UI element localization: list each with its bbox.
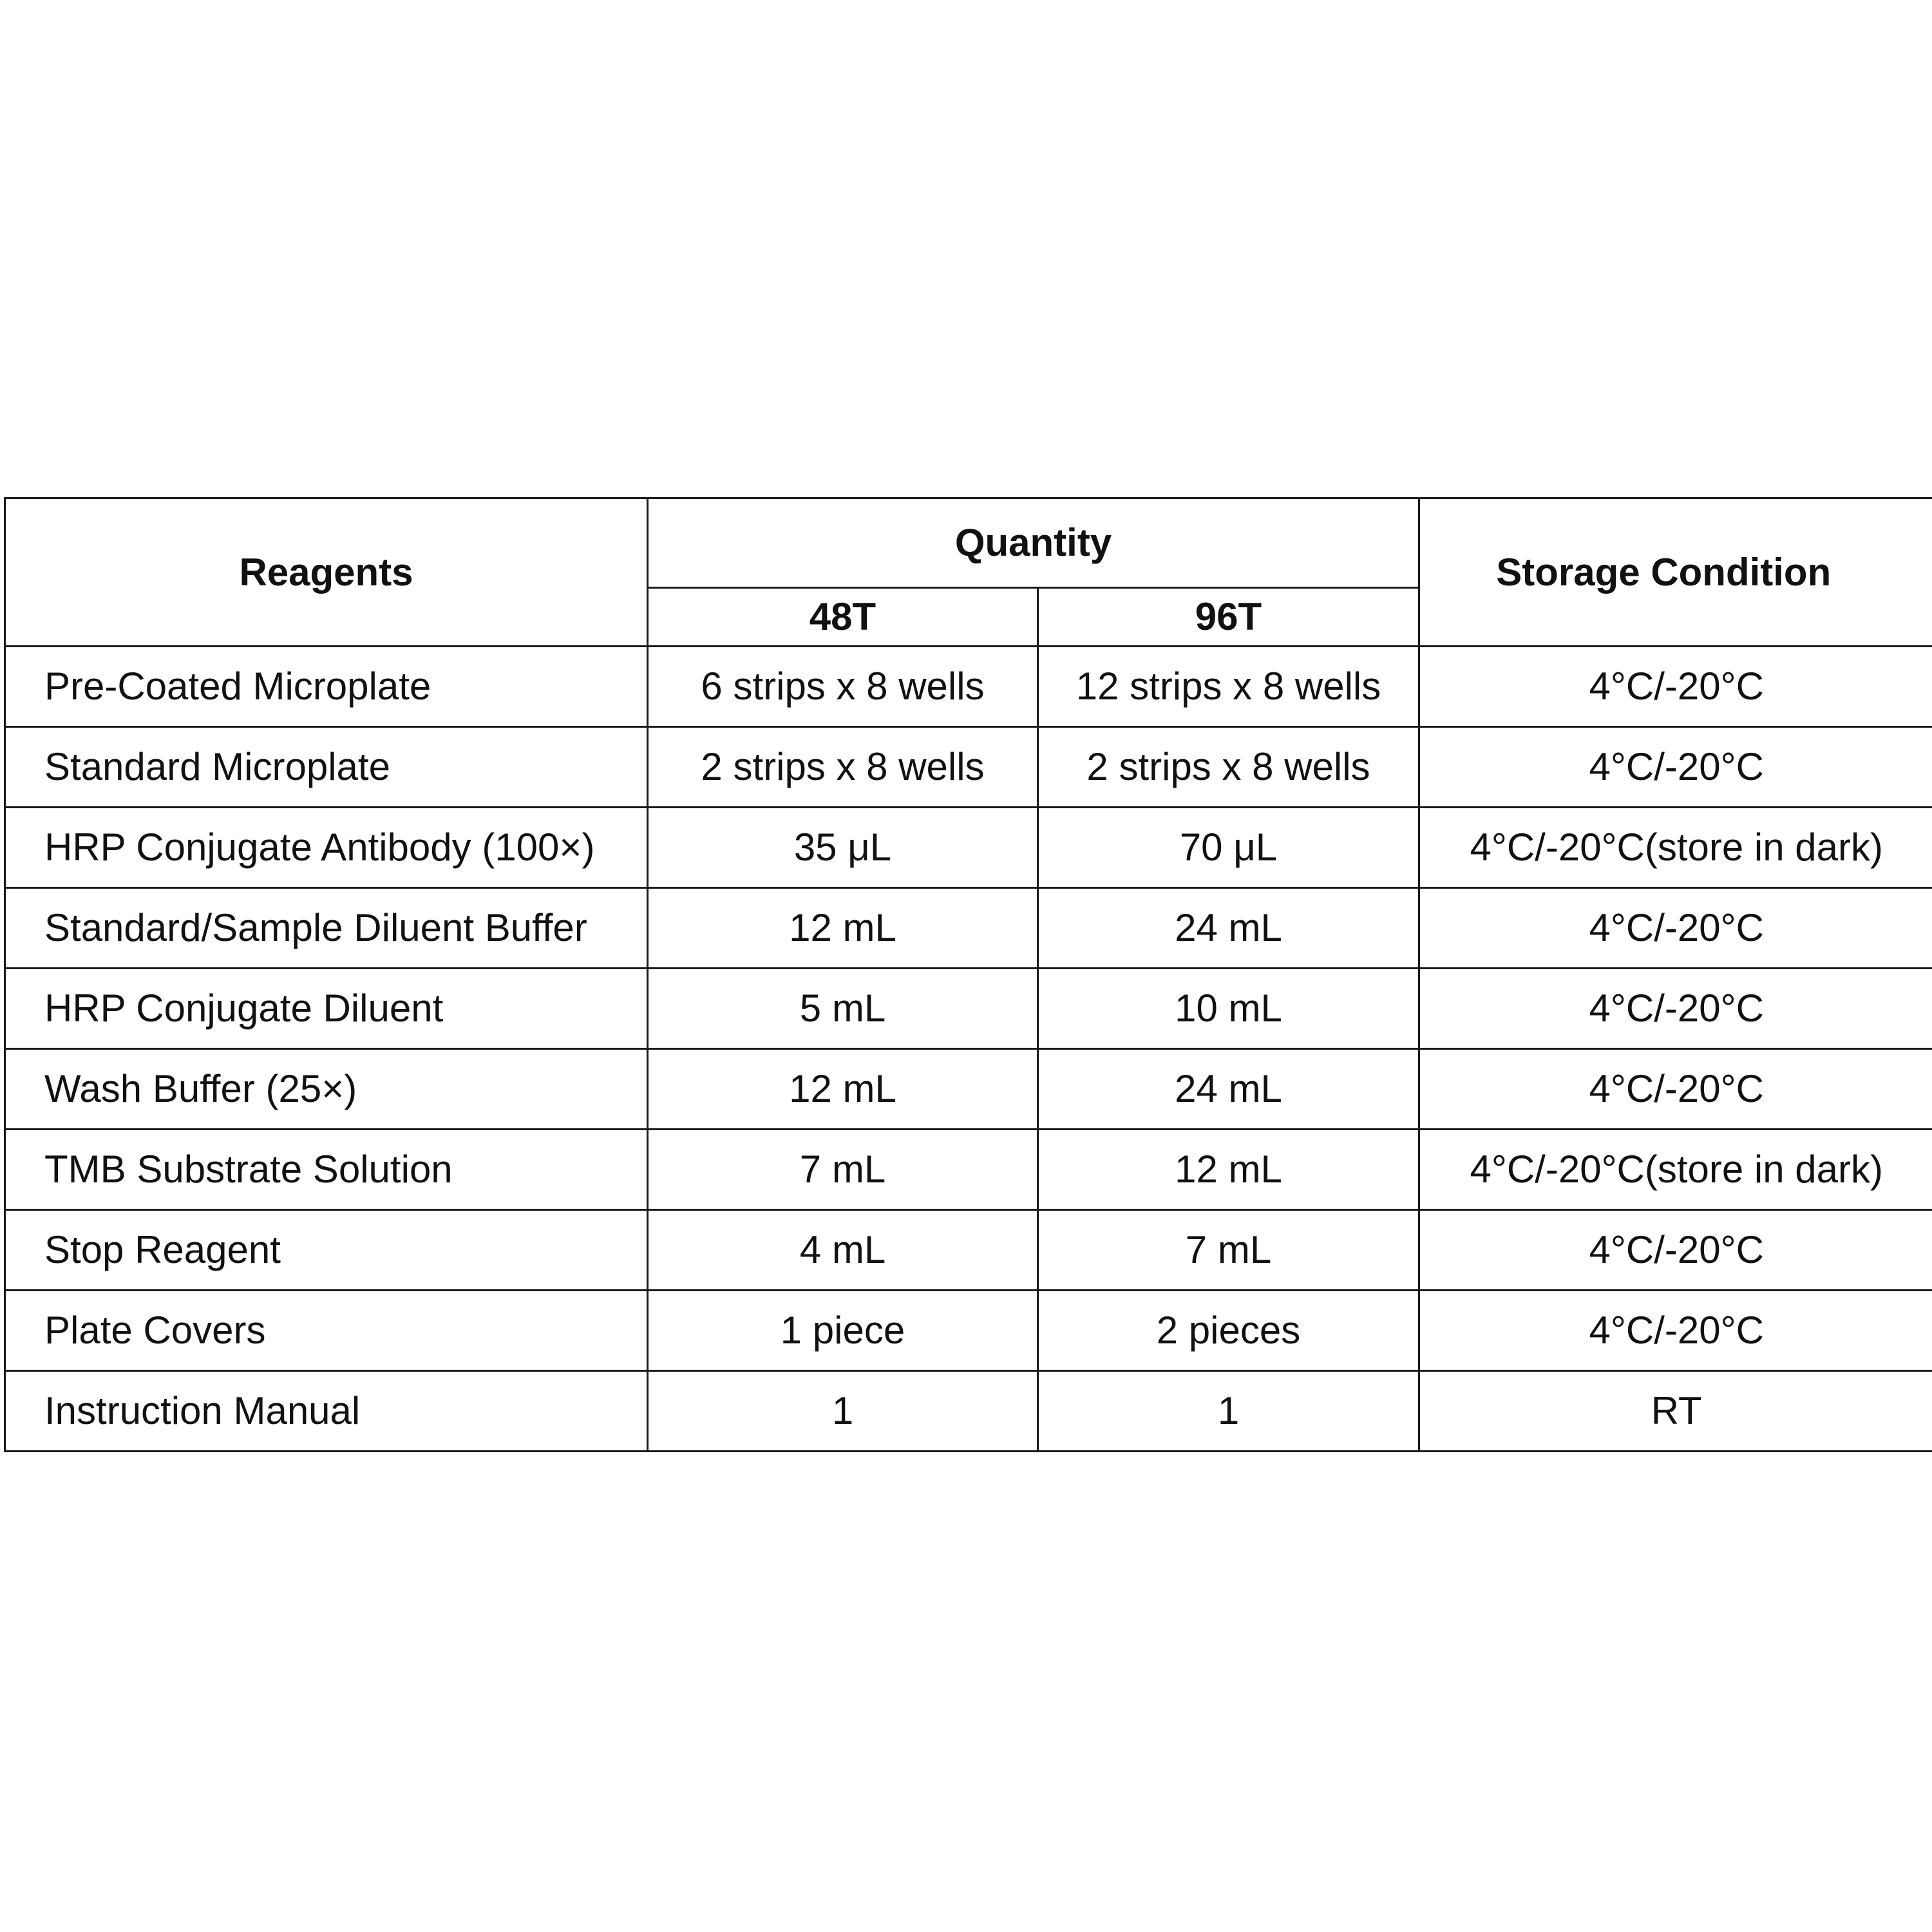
quantity-96t-cell: 70 μL	[1038, 808, 1419, 888]
reagents-table-container	[4, 497, 1932, 1452]
quantity-96t-cell: 1	[1038, 1371, 1419, 1452]
table-row	[5, 1049, 1932, 1130]
reagent-cell: Instruction Manual	[5, 1371, 648, 1452]
reagent-cell: Plate Covers	[5, 1291, 648, 1371]
quantity-96t-cell: 24 mL	[1038, 1049, 1419, 1130]
storage-cell: 4°C/-20°C	[1419, 969, 1932, 1049]
quantity-48t-cell: 2 strips x 8 wells	[648, 727, 1038, 808]
table-row	[5, 808, 1932, 888]
quantity-48t-cell: 5 mL	[648, 969, 1038, 1049]
storage-cell: RT	[1419, 1371, 1932, 1452]
table-row	[5, 1371, 1932, 1452]
storage-cell: 4°C/-20°C(store in dark)	[1419, 808, 1932, 888]
reagent-cell: Standard/Sample Diluent Buffer	[5, 888, 648, 969]
storage-cell: 4°C/-20°C(store in dark)	[1419, 1130, 1932, 1210]
reagent-cell: Pre-Coated Microplate	[5, 647, 648, 727]
storage-cell: 4°C/-20°C	[1419, 888, 1932, 969]
table-header	[5, 498, 1932, 647]
quantity-96t-cell: 10 mL	[1038, 969, 1419, 1049]
quantity-96t-cell: 12 strips x 8 wells	[1038, 647, 1419, 727]
reagent-cell: Wash Buffer (25×)	[5, 1049, 648, 1130]
table-row	[5, 1210, 1932, 1291]
storage-cell: 4°C/-20°C	[1419, 1049, 1932, 1130]
table-row	[5, 888, 1932, 969]
quantity-96t-cell: 12 mL	[1038, 1130, 1419, 1210]
quantity-48t-cell: 1 piece	[648, 1291, 1038, 1371]
reagent-cell: HRP Conjugate Diluent	[5, 969, 648, 1049]
reagent-cell: Stop Reagent	[5, 1210, 648, 1291]
reagent-cell: Standard Microplate	[5, 727, 648, 808]
quantity-48t-cell: 12 mL	[648, 888, 1038, 969]
reagent-cell: TMB Substrate Solution	[5, 1130, 648, 1210]
storage-cell: 4°C/-20°C	[1419, 727, 1932, 808]
header-quantity: Quantity	[648, 498, 1419, 588]
reagents-table	[4, 497, 1932, 1452]
quantity-48t-cell: 35 μL	[648, 808, 1038, 888]
header-96t: 96T	[1038, 588, 1419, 647]
table-row	[5, 647, 1932, 727]
quantity-48t-cell: 1	[648, 1371, 1038, 1452]
quantity-48t-cell: 7 mL	[648, 1130, 1038, 1210]
reagent-cell: HRP Conjugate Antibody (100×)	[5, 808, 648, 888]
quantity-48t-cell: 12 mL	[648, 1049, 1038, 1130]
quantity-48t-cell: 6 strips x 8 wells	[648, 647, 1038, 727]
quantity-48t-cell: 4 mL	[648, 1210, 1038, 1291]
table-row	[5, 1130, 1932, 1210]
storage-cell: 4°C/-20°C	[1419, 1210, 1932, 1291]
table-row	[5, 1291, 1932, 1371]
table-row	[5, 969, 1932, 1049]
quantity-96t-cell: 7 mL	[1038, 1210, 1419, 1291]
storage-cell: 4°C/-20°C	[1419, 647, 1932, 727]
header-storage-condition: Storage Condition	[1419, 498, 1932, 647]
storage-cell: 4°C/-20°C	[1419, 1291, 1932, 1371]
table-row	[5, 727, 1932, 808]
quantity-96t-cell: 24 mL	[1038, 888, 1419, 969]
quantity-96t-cell: 2 strips x 8 wells	[1038, 727, 1419, 808]
table-body	[5, 647, 1932, 1452]
header-48t: 48T	[648, 588, 1038, 647]
quantity-96t-cell: 2 pieces	[1038, 1291, 1419, 1371]
header-reagents: Reagents	[5, 498, 648, 647]
header-row-top	[5, 498, 1932, 588]
